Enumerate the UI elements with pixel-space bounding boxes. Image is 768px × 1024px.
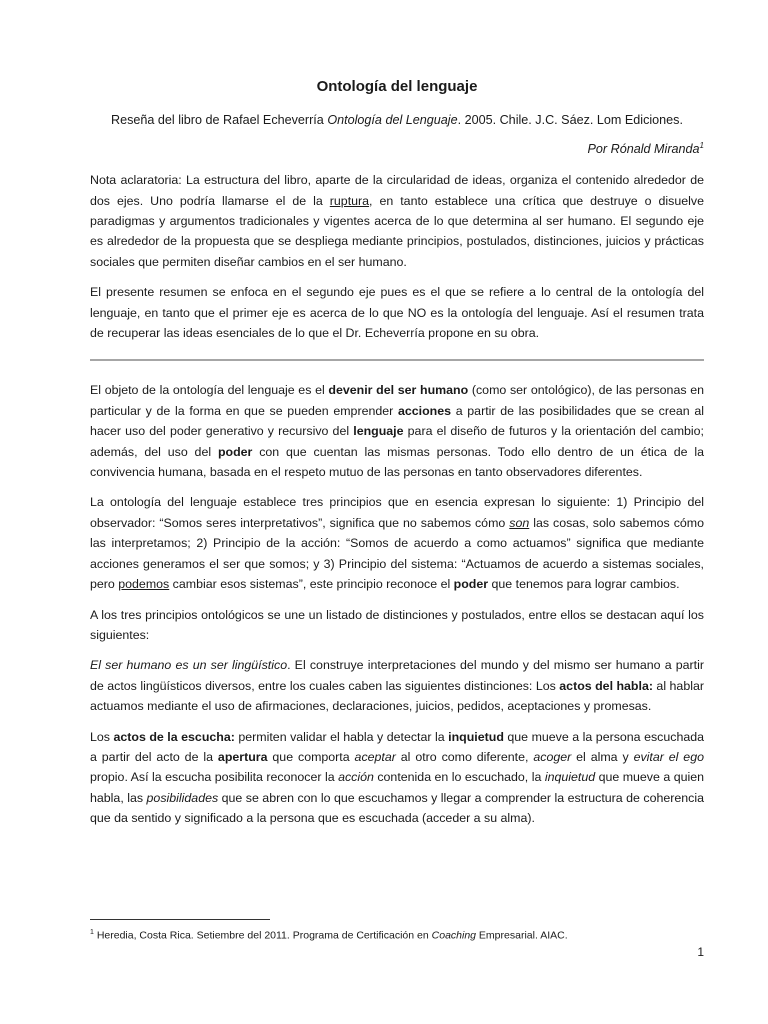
text-run: al otro como diferente, [395,749,534,764]
text-run: permiten validar el habla y detectar la [234,729,449,744]
underlined-term: son [509,515,530,530]
underlined-term: podemos [118,577,170,592]
text-run: propio. Así la escucha posibilita reconocer la [90,770,339,785]
italic-term: acoger [533,749,572,764]
document-title: Ontología del lenguaje [316,78,478,95]
text-run: que se abren con lo que escuchamos y llegar a comprender la estructura de coherencia que da sentido y significado a la persona que es escuchada (acceder a su alma). [90,790,705,826]
footnote-number: 1 [90,929,94,936]
bold-term: devenir del ser humano [328,383,469,398]
document-body [90,72,704,839]
text-run: contenida en lo escuchado, la [373,770,545,785]
italic-term: acción [338,770,374,785]
text-run: con que cuentan las mismas personas. Todo ello dentro de un ética de la convivencia humana, basada en el respeto mutuo de las personas en tanto observadores diferentes. [90,444,704,480]
text-run: cambiar esos sistemas”, este principio reconoce el [169,577,454,592]
text-run: Empresarial. AIAC. [476,929,568,942]
italic-term: inquietud [544,770,596,785]
author-line [90,141,704,156]
text-run: El objeto de la ontología del lenguaje es el [90,383,329,398]
text-run: Nota aclaratoria: La estructura del libro, aparte de la circularidad de ideas, organiza el contenido alrededor de dos ejes. Uno podría llamarse el de la [90,173,704,208]
bold-term: inquietud [448,729,504,744]
text-run: , en tanto establece una crítica que destruye o disuelve paradigmas y argumentos tradicionales y vigentes acerca de lo que determina al ser humano. El segundo eje es alrededor de la propuesta que se despliega mediante principios, postulados, distinciones, juicios y prácticas sociales que permiten diseñar cambios en el ser humano. [90,193,704,269]
subtitle-text: Reseña del libro de Rafael Echeverría [111,113,328,127]
paragraph-resumen [90,282,704,343]
italic-term: El ser humano es un ser lingüístico [90,658,288,673]
bold-term: poder [453,577,489,592]
footnote-ref: 1 [699,141,704,150]
text-run: El presente resumen se enfoca en el segundo eje pues es el que se refiere a lo central de la ontología del lenguaje, en tanto que el primer eje es acerca de lo que NO es la ontología del lenguaje. Así el resumen trata de recuperar las ideas esenciales de lo que el Dr. Echeverría propone en su obra. [90,285,704,341]
document-subtitle [90,113,704,127]
underlined-term: ruptura [329,193,370,208]
text-run: Heredia, Costa Rica. Setiembre del 2011. Programa de Certificación en [93,929,432,942]
page-number: 1 [697,945,704,959]
text-run: al hablar actuamos mediante el uso de afirmaciones, declaraciones, juicios, pedidos, aceptaciones y promesas. [90,678,704,714]
bold-term: actos de la escucha: [113,729,235,744]
paragraph-principios [90,492,704,594]
text-run: . El construye interpretaciones del mundo y del mismo ser humano a partir de actos lingüísticos diversos, entre los cuales caben las siguientes distinciones: Los [90,658,704,693]
footnote [90,929,704,942]
bold-term: apertura [217,749,268,764]
paragraph-distinciones [90,605,704,646]
bold-term: actos del habla: [559,678,653,693]
text-run: para el diseño de futuros y la orientación del cambio; además, del uso del [90,424,704,459]
italic-term: Coaching [431,929,477,942]
paragraph-ser-linguistico [90,655,704,716]
author-name: Por Rónald Miranda [587,142,700,157]
text-run: el alma y [571,749,634,764]
text-run: que comporta [267,749,355,764]
text-run: a partir de las posibilidades que se crean al hacer uso del poder generativo y recursivo del [90,403,704,439]
bold-term: poder [217,444,253,459]
footnote-separator [90,919,270,920]
paragraph-nota-aclaratoria [90,170,704,272]
bold-term: acciones [397,403,452,418]
text-run: que mueve a la persona escuchada a partir del acto de la [90,729,705,764]
paragraph-escucha [90,727,704,829]
text-run: Los [90,729,114,744]
text-run: las cosas, solo sabemos cómo las interpretamos; 2) Principio de la acción: “Somos de acuerdo a como actuamos” significa que mediante acciones generamos el ser que somos; y 3) Principio del sistema: “Actuamos de acuerdo a sistemas sociales, pero [90,515,705,592]
text-run: (como ser ontológico), de las personas en particular y de la forma en que se pueden emprender [90,383,704,418]
section-divider [90,359,704,361]
bold-term: lenguaje [353,424,404,439]
italic-term: evitar el ego [633,749,704,764]
italic-term: posibilidades [146,790,219,805]
text-run: La ontología del lenguaje establece tres principios que en esencia expresan lo siguiente: 1) Principio del observador: “Somos seres interpretativos”, significa que no sabemos cómo [90,495,704,530]
paragraph-objeto [90,380,704,482]
text-run: que mueve a quien habla, las [90,770,705,805]
text-run: que tenemos para lograr cambios. [488,577,680,592]
book-title: Ontología del Lenguaje [327,113,458,127]
text-run: A los tres principios ontológicos se une un listado de distinciones y postulados, entre ellos se destacan aquí los siguientes: [90,607,704,642]
italic-term: aceptar [354,749,396,764]
subtitle-details: . 2005. Chile. J.C. Sáez. Lom Ediciones. [457,113,683,127]
